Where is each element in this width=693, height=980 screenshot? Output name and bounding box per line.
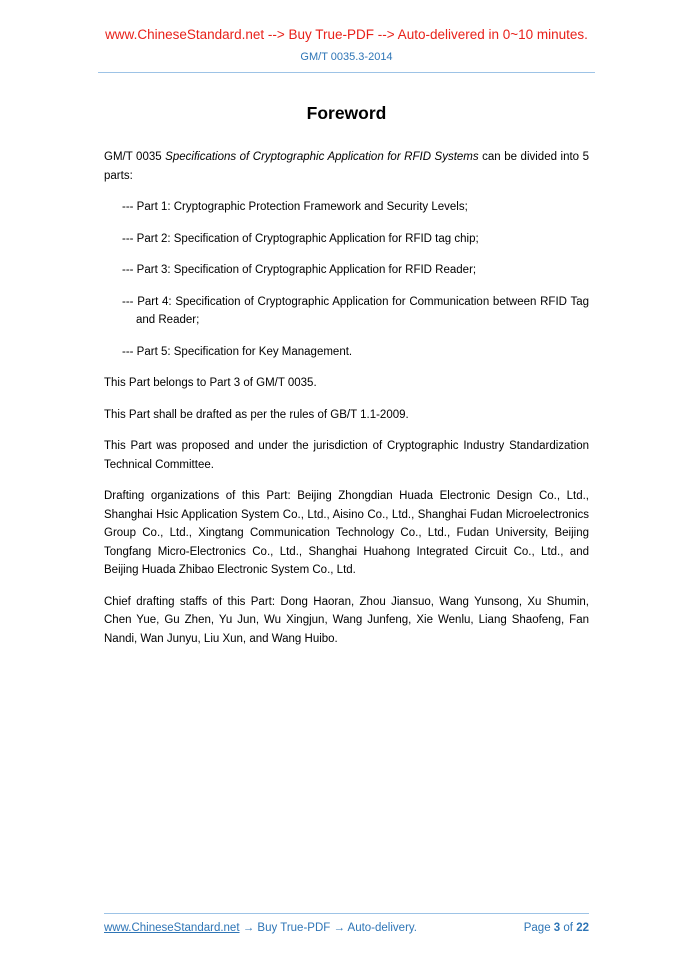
para-drafting-rules: This Part shall be drafted as per the rules of GB/T 1.1-2009. [104,408,409,421]
para-belongs: This Part belongs to Part 3 of GM/T 0035. [104,377,317,389]
promo-banner: www.ChineseStandard.net --> Buy True-PDF --> Auto-delivered in 0~10 minutes. [105,27,588,42]
footer-site-link[interactable]: www.ChineseStandard.net [104,922,240,934]
part-3-item: --- Part 3: Specification of Cryptographic Application for RFID Reader; [122,264,477,276]
intro-paragraph [104,148,589,185]
para-jurisdiction: This Part was proposed and under the jurisdiction of Cryptographic Industry Standardization Technical Committee. [104,440,589,471]
page-title: Foreword [306,103,387,123]
intro-prefix: GM/T 0035 [104,151,166,163]
para-drafting-organizations: Drafting organizations of this Part: Beijing Zhongdian Huada Electronic Design Co., Ltd., Shanghai Hsic Application System Co., Ltd., Aisino Co., Ltd., Shanghai Fudan Microelectronics Group Co., Ltd., Xingtang Communication Technology Co., Ltd., Fudan University, Beijing Tongfang Micro-Electronics Co., Ltd., Shanghai Huahong Integrated Circuit Co., Ltd., and Beijing Huada Zhibao Electronic System Co., Ltd. [104,490,589,576]
page-number: 3 [553,922,561,934]
page-label: Page [523,922,551,934]
document-body [104,103,589,648]
footer-promo [104,922,417,934]
footer-promo-text: → Buy True-PDF → Auto-delivery. [239,922,417,934]
header-rule [98,72,595,73]
intro-suffix: can be divided into 5 parts: [104,151,589,182]
part-1-item: --- Part 1: Cryptographic Protection Framework and Security Levels; [122,201,468,213]
footer-rule [104,913,589,914]
part-5-item: --- Part 5: Specification for Key Management. [122,345,353,358]
page-indicator [524,922,589,934]
page-footer [104,913,589,934]
total-pages: 22 [576,922,589,934]
para-chief-drafting-staffs: Chief drafting staffs of this Part: Dong Haoran, Zhou Jiansuo, Wang Yunsong, Xu Shumin, Chen Yue, Gu Zhen, Yu Jun, Wu Xingjun, Wang Junfeng, Xie Wenlu, Liang Shaofeng, Fan Nandi, Wan Junyu, Liu Xun, and Wang Huibo. [104,595,589,645]
of-label: of [563,922,573,934]
intro-standard-name: Specifications of Cryptographic Application for RFID Systems [165,151,479,163]
part-2-item: --- Part 2: Specification of Cryptographic Application for RFID tag chip; [122,232,479,245]
doc-number: GM/T 0035.3-2014 [300,51,393,63]
part-4-item: --- Part 4: Specification of Cryptographic Application for Communication between RFID Tag and Reader; [122,295,589,326]
